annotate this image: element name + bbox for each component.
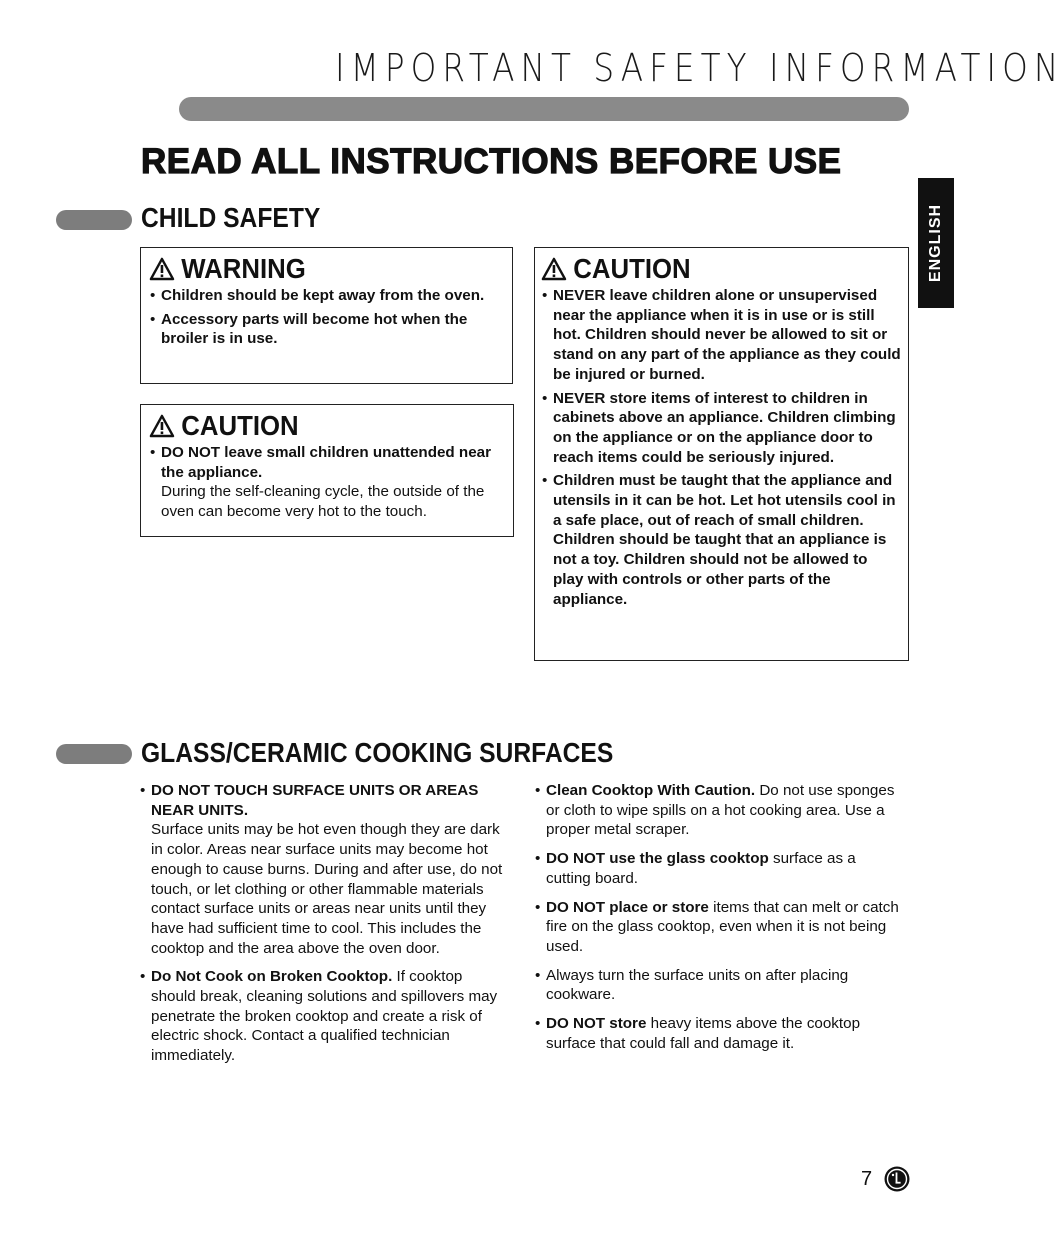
warning-box [140,247,513,384]
list-item: • DO NOT use the glass cooktop surface as a cutting board. [535,849,900,888]
list-item: • Accessory parts will become hot when the broiler is in use. [150,310,504,349]
list-item: • NEVER leave children alone or unsupervised near the appliance when it is in use or is still hot. Children should never be allowed to sit or stand on any part of the appliance as they could be injured or burned. [542,286,902,385]
section-marker [56,744,132,764]
list-item: • Children must be taught that the appliance and utensils in it can be hot. Let hot utensils cool in a safe place, out of reach of small children. Children should be taught that an appliance is not a toy. Children should not be allowed to play with controls or other parts of the appliance. [542,471,902,609]
section-heading-glass-ceramic: GLASS/CERAMIC COOKING SURFACES [141,737,614,768]
caution-box-title: CAUTION [542,254,873,284]
glass-ceramic-right-column [535,781,900,1062]
header-bar [179,97,909,121]
caution-box-title: CAUTION [150,411,477,441]
caution-box-left [140,404,514,537]
caution-list [150,443,505,522]
list-item: • Always turn the surface units on after placing cookware. [535,966,900,1005]
language-tab-label: ENGLISH [927,203,944,283]
list-item: • DO NOT place or store items that can melt or catch fire on the glass cooktop, even when it is not being used. [535,898,900,957]
warning-triangle-icon [150,257,174,281]
warning-list [150,286,504,349]
list-item: • DO NOT store heavy items above the cooktop surface that could fall and damage it. [535,1014,900,1053]
list-item: • Clean Cooktop With Caution. Do not use sponges or cloth to wipe spills on a hot cooking area. Use a proper metal scraper. [535,781,900,840]
warning-triangle-icon [150,414,174,438]
caution-box-right [534,247,909,661]
section-marker [56,210,132,230]
page-header-title: IMPORTANT SAFETY INFORMATION [335,46,1064,90]
warning-box-title: WARNING [150,254,476,284]
glass-ceramic-left-column [140,781,510,1075]
caution-list [542,286,902,609]
language-tab [918,178,954,308]
main-heading: READ ALL INSTRUCTIONS BEFORE USE [141,142,842,181]
list-item: • DO NOT TOUCH SURFACE UNITS OR AREAS NEAR UNITS. Surface units may be hot even though they are dark in color. Areas near surface units may become hot enough to cause burns. During and after use, do not touch, or let clothing or other flammable materials contact surface units or areas near units until they have had sufficient time to cool. This includes the cooktop and the area above the oven door. [140,781,510,958]
list-item: • Children should be kept away from the oven. [150,286,504,306]
page-number: 7 [861,1168,873,1190]
section-heading-child-safety: CHILD SAFETY [141,202,321,233]
warning-triangle-icon [542,257,566,281]
list-item: • Do Not Cook on Broken Cooktop. If cooktop should break, cleaning solutions and spillovers may penetrate the broken cooktop and create a risk of electric shock. Contact a qualified technician immediately. [140,967,510,1066]
list-item: • NEVER store items of interest to children in cabinets above an appliance. Children climbing on the appliance or on the appliance door to reach items could be seriously injured. [542,389,902,468]
list-item: • DO NOT leave small children unattended near the appliance. During the self-cleaning cycle, the outside of the oven can become very hot to the touch. [150,443,505,522]
lg-logo-icon [884,1166,910,1192]
